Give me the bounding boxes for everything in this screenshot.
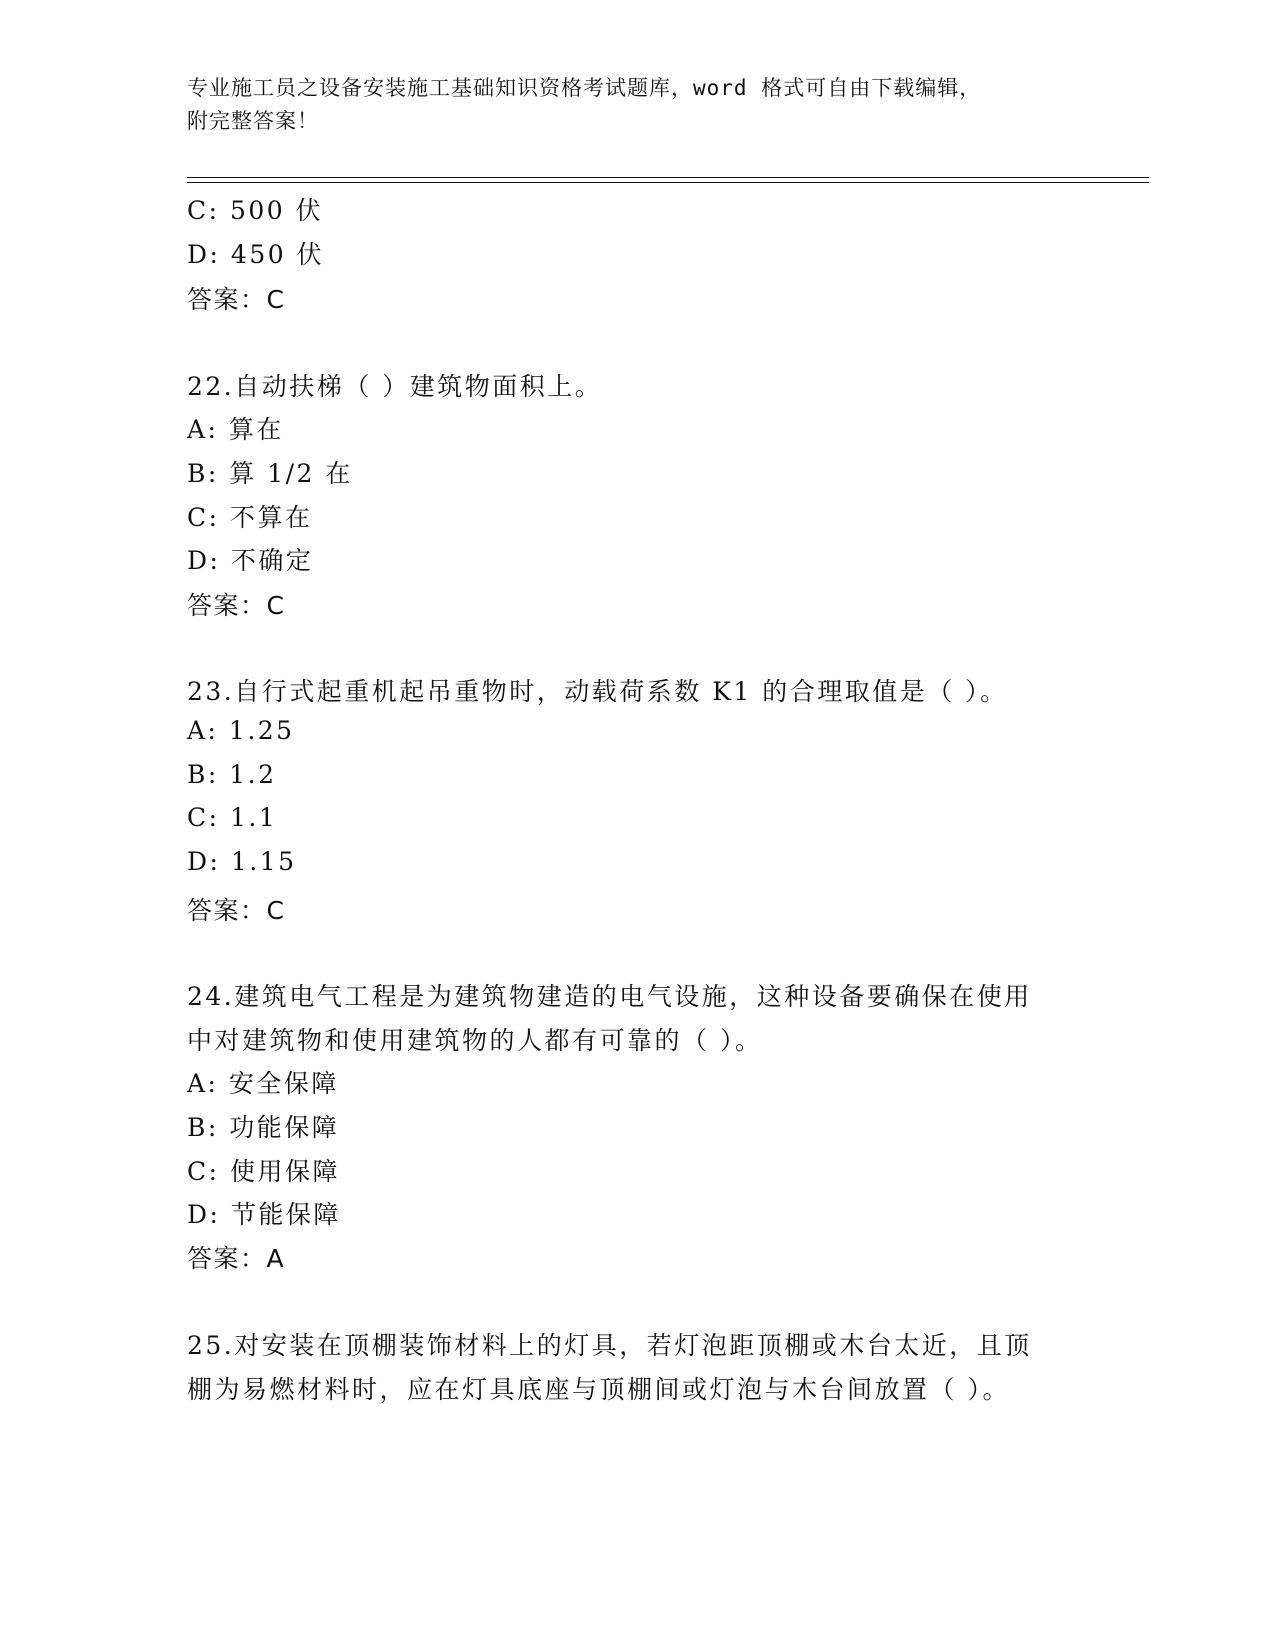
document-header [187, 72, 1067, 138]
header-divider-bottom [187, 182, 1149, 183]
q24-answer: 答案：A [187, 1244, 286, 1273]
header-line-2: 附完整答案！ [187, 109, 319, 133]
q24-stem-line-2: 中对建筑物和使用建筑物的人都有可靠的（ ）。 [187, 1026, 763, 1055]
q22-option-a: A: 算在 [187, 415, 284, 444]
q22-answer: 答案：C [187, 591, 286, 620]
q23-option-c: C: 1.1 [187, 803, 278, 832]
q23-option-d: D: 1.15 [187, 847, 297, 876]
q24-option-c: C: 使用保障 [187, 1157, 340, 1186]
q22-option-c: C: 不算在 [187, 503, 313, 532]
q23-answer: 答案：C [187, 896, 286, 925]
q23-stem: 23.自行式起重机起吊重物时，动载荷系数 K1 的合理取值是（ ）。 [187, 677, 1008, 706]
q22-option-d: D: 不确定 [187, 546, 314, 575]
q25-stem-line-1: 25.对安装在顶棚装饰材料上的灯具，若灯泡距顶棚或木台太近，且顶 [187, 1331, 1032, 1360]
q23-option-b: B: 1.2 [187, 760, 277, 789]
q24-option-b: B: 功能保障 [187, 1113, 340, 1142]
header-line-1: 专业施工员之设备安装施工基础知识资格考试题库，word 格式可自由下载编辑， [187, 76, 982, 100]
q22-stem: 22.自动扶梯（ ）建筑物面积上。 [187, 372, 603, 401]
q24-stem-line-1: 24.建筑电气工程是为建筑物建造的电气设施，这种设备要确保在使用 [187, 982, 1032, 1011]
q24-option-d: D: 节能保障 [187, 1200, 341, 1229]
q24-option-a: A: 安全保障 [187, 1069, 339, 1098]
q21-answer: 答案：C [187, 285, 286, 314]
q23-option-a: A: 1.25 [187, 716, 295, 745]
q22-option-b: B: 算 1/2 在 [187, 459, 353, 488]
q25-stem-line-2: 棚为易燃材料时，应在灯具底座与顶棚间或灯泡与木台间放置（ ）。 [187, 1375, 1010, 1404]
q21-option-d: D: 450 伏 [187, 240, 325, 269]
q21-option-c: C: 500 伏 [187, 196, 324, 225]
header-divider-top [187, 177, 1149, 178]
